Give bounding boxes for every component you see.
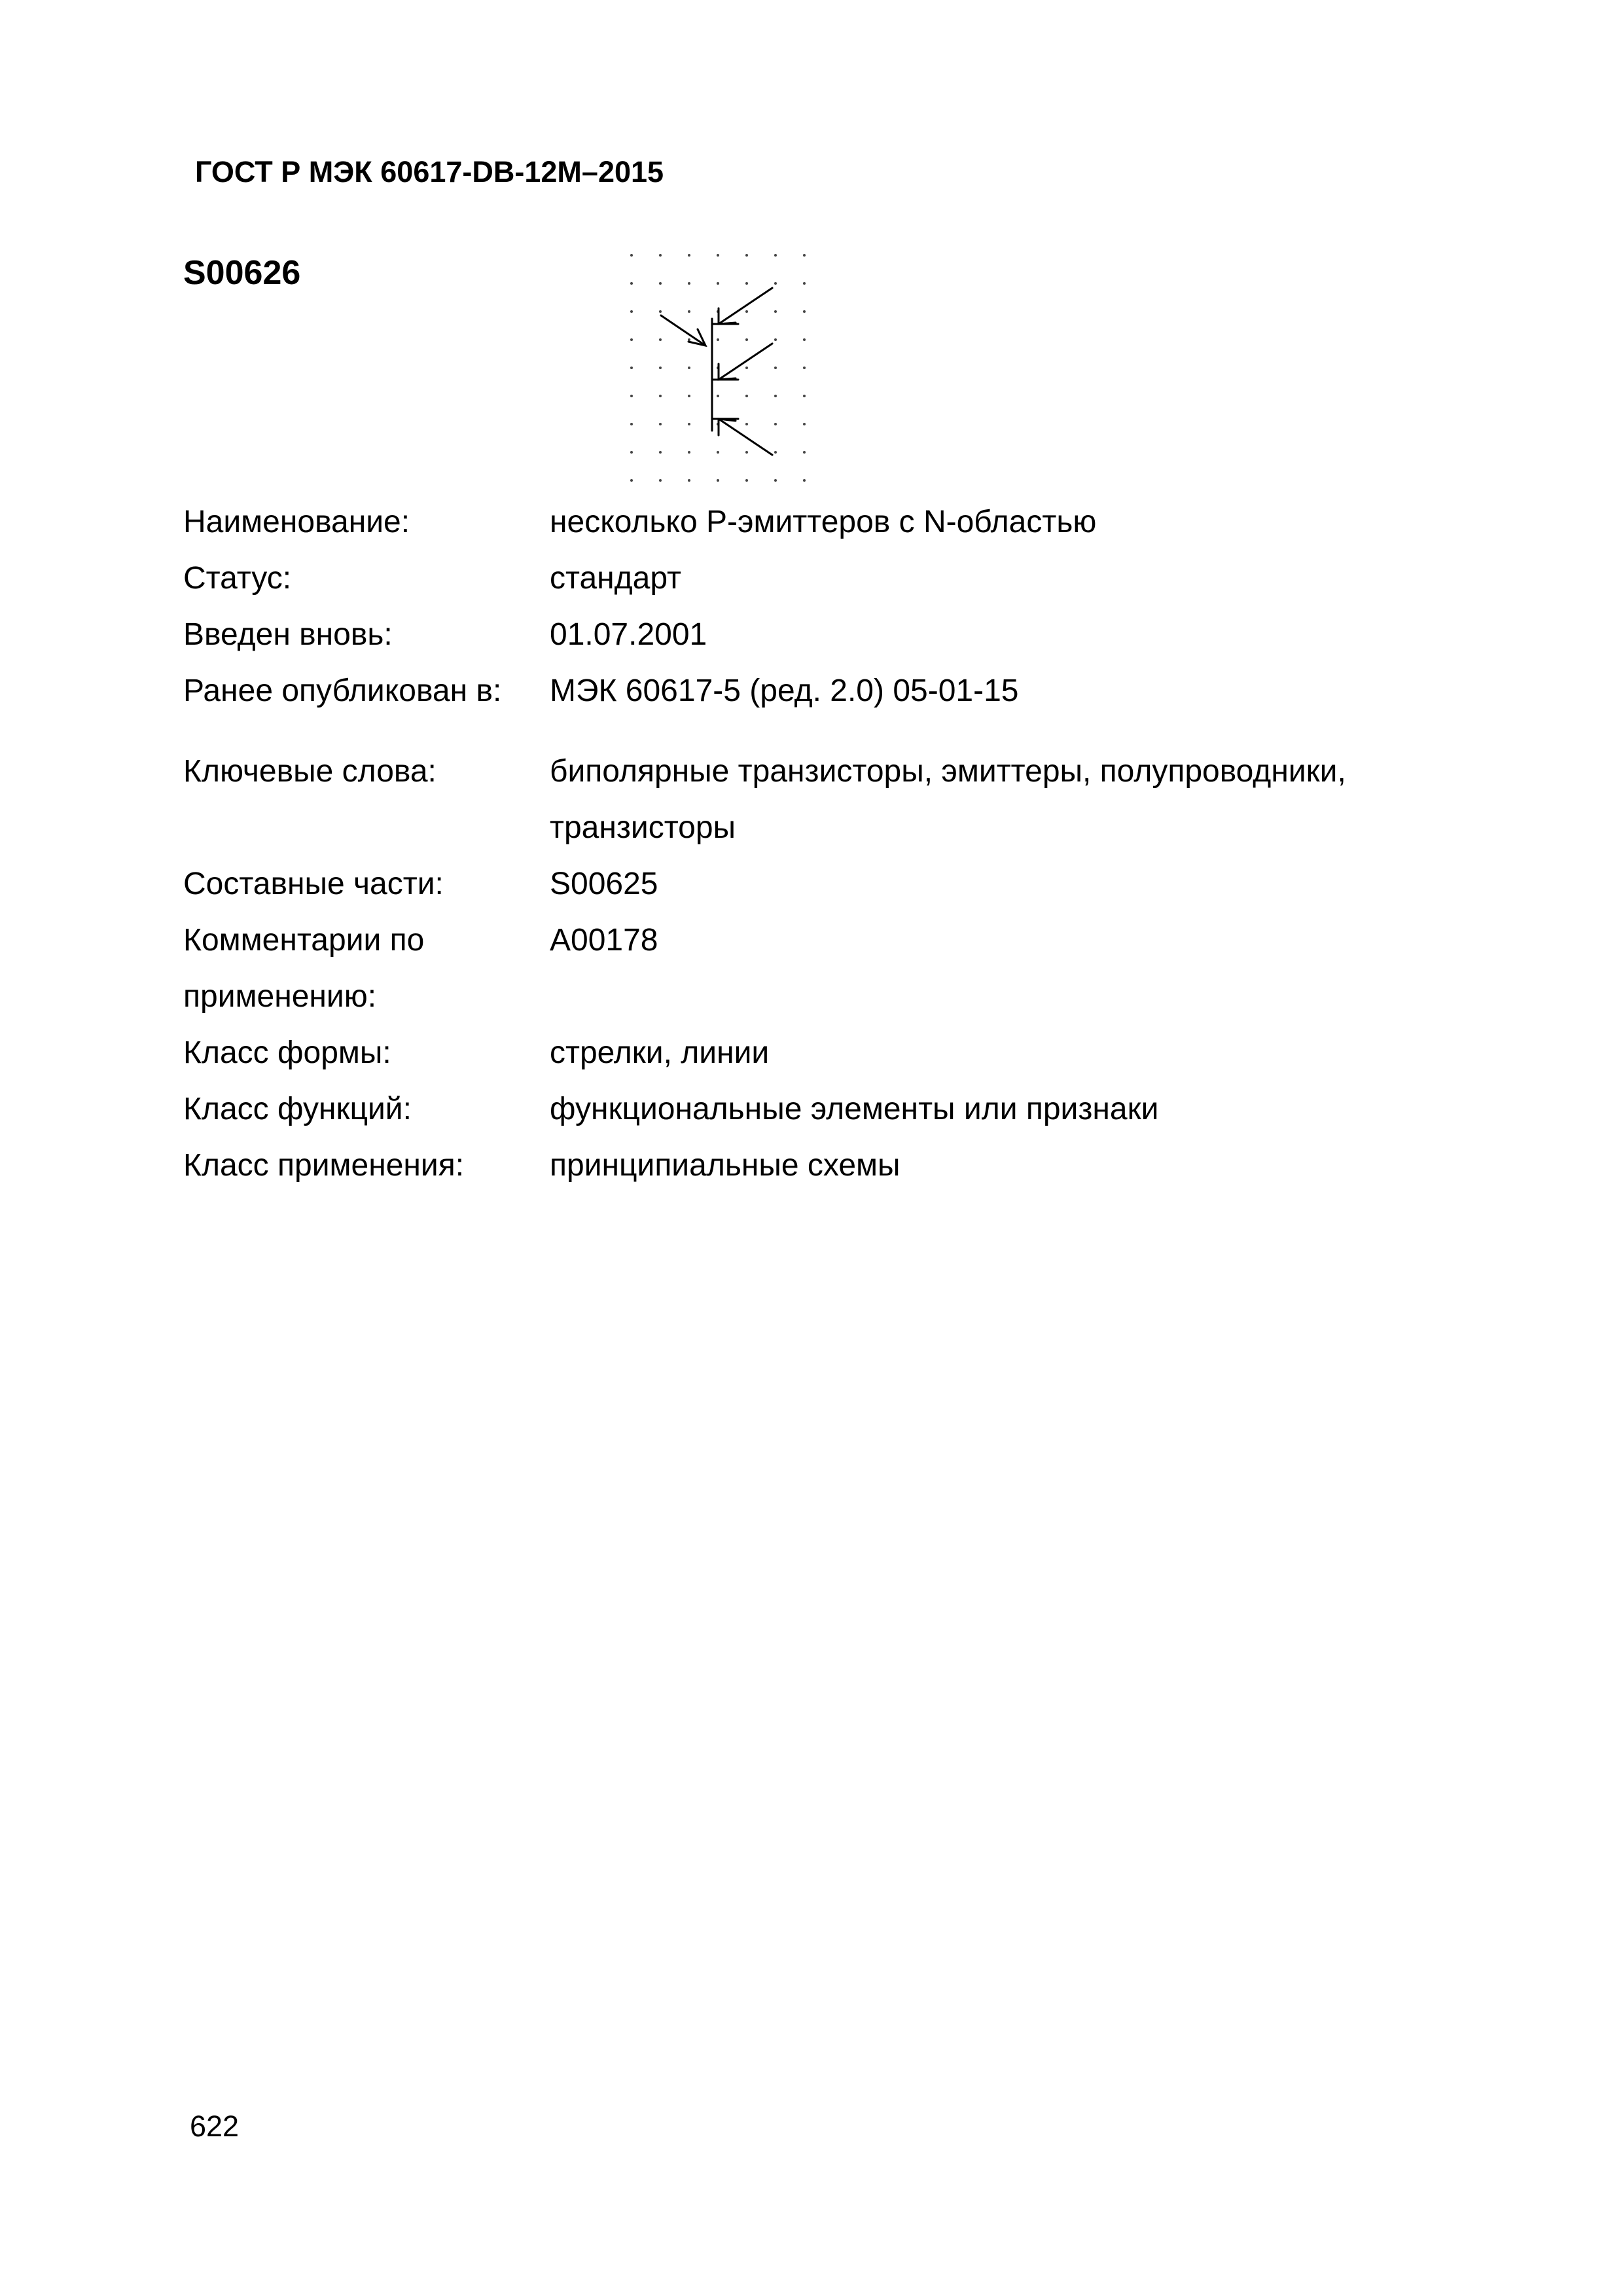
field-value-components: S00625 <box>550 867 658 901</box>
field-label-introduced: Введен вновь: <box>183 617 393 652</box>
grid-dot <box>717 338 719 341</box>
grid-dot <box>774 338 777 341</box>
grid-dot <box>774 310 777 313</box>
field-label-previously-published: Ранее опубликован в: <box>183 673 502 708</box>
grid-dot <box>717 282 719 285</box>
grid-dot <box>688 282 690 285</box>
grid-dot <box>745 479 748 482</box>
grid-dot <box>630 451 633 454</box>
field-value-application-notes: A00178 <box>550 923 658 958</box>
grid-dot <box>630 423 633 425</box>
grid-dot <box>659 367 662 369</box>
grid-dot <box>630 310 633 313</box>
grid-dot <box>774 367 777 369</box>
grid-dot <box>688 423 690 425</box>
grid-dot <box>659 479 662 482</box>
field-label-keywords: Ключевые слова: <box>183 754 437 789</box>
field-value-function-class: функциональные элементы или признаки <box>550 1092 1159 1126</box>
grid-dot <box>717 254 719 257</box>
grid-dot <box>803 367 806 369</box>
grid-dot <box>745 367 748 369</box>
grid-dot <box>745 282 748 285</box>
grid-dot <box>717 451 719 454</box>
field-value-keywords-line-2: транзисторы <box>550 810 736 845</box>
grid-dot <box>774 395 777 397</box>
grid-dot <box>774 282 777 285</box>
multiple-p-emitters-icon <box>615 239 831 494</box>
grid-dot <box>688 367 690 369</box>
grid-dot <box>717 479 719 482</box>
field-label-application-class: Класс применения: <box>183 1148 465 1183</box>
field-value-application-class: принципиальные схемы <box>550 1148 901 1183</box>
grid-dot <box>630 479 633 482</box>
field-value-name: несколько P-эмиттеров с N-областью <box>550 505 1097 539</box>
grid-dot <box>688 338 690 341</box>
grid-dot <box>688 310 690 313</box>
grid-dot <box>745 254 748 257</box>
grid-dot <box>688 254 690 257</box>
field-value-shape-class: стрелки, линии <box>550 1035 770 1070</box>
grid-dot <box>630 338 633 341</box>
grid-dot <box>630 395 633 397</box>
grid-dot <box>659 423 662 425</box>
grid-dot <box>659 254 662 257</box>
grid-dot <box>688 395 690 397</box>
document-standard-header: ГОСТ Р МЭК 60617-DB-12M–2015 <box>195 155 664 188</box>
grid-dot <box>803 479 806 482</box>
grid-dot <box>803 423 806 425</box>
field-label-application-notes-line-1: Комментарии по <box>183 923 425 958</box>
symbol-id: S00626 <box>183 254 301 292</box>
page-number: 622 <box>190 2109 240 2143</box>
grid-dot <box>803 338 806 341</box>
grid-dot <box>688 479 690 482</box>
emitter-right-3 <box>719 419 772 455</box>
symbol-lines <box>661 288 772 455</box>
grid-dot <box>745 423 748 425</box>
field-label-function-class: Класс функций: <box>183 1092 412 1126</box>
grid-dot <box>803 395 806 397</box>
field-label-components: Составные части: <box>183 867 444 901</box>
grid-dot <box>630 282 633 285</box>
grid-dot <box>717 395 719 397</box>
grid-dot <box>803 310 806 313</box>
grid-dot <box>803 282 806 285</box>
grid-dot <box>630 367 633 369</box>
grid-dot <box>803 451 806 454</box>
grid-dot <box>659 338 662 341</box>
field-value-status: стандарт <box>550 561 681 596</box>
symbol-graphic <box>615 239 831 494</box>
field-value-keywords-line-1: биполярные транзисторы, эмиттеры, полупроводники, <box>550 754 1346 789</box>
grid-dot <box>659 310 662 313</box>
grid-dot <box>745 310 748 313</box>
grid-dot <box>774 254 777 257</box>
emitter-right-2 <box>719 344 772 380</box>
grid-dot <box>688 451 690 454</box>
field-value-previously-published: МЭК 60617-5 (ред. 2.0) 05-01-15 <box>550 673 1019 708</box>
grid-dot <box>745 451 748 454</box>
field-label-application-notes-line-2: применению: <box>183 979 377 1014</box>
grid-dot <box>659 395 662 397</box>
emitter-right-1 <box>719 288 772 324</box>
grid-dot <box>745 395 748 397</box>
field-label-status: Статус: <box>183 561 292 596</box>
field-label-shape-class: Класс формы: <box>183 1035 391 1070</box>
field-value-introduced: 01.07.2001 <box>550 617 707 652</box>
grid-dot <box>803 254 806 257</box>
grid-dot <box>659 282 662 285</box>
field-label-name: Наименование: <box>183 505 410 539</box>
grid-dot <box>630 254 633 257</box>
grid-dot <box>774 451 777 454</box>
grid-dot <box>659 451 662 454</box>
grid-dot <box>774 423 777 425</box>
grid-dot <box>774 479 777 482</box>
grid-dot <box>745 338 748 341</box>
